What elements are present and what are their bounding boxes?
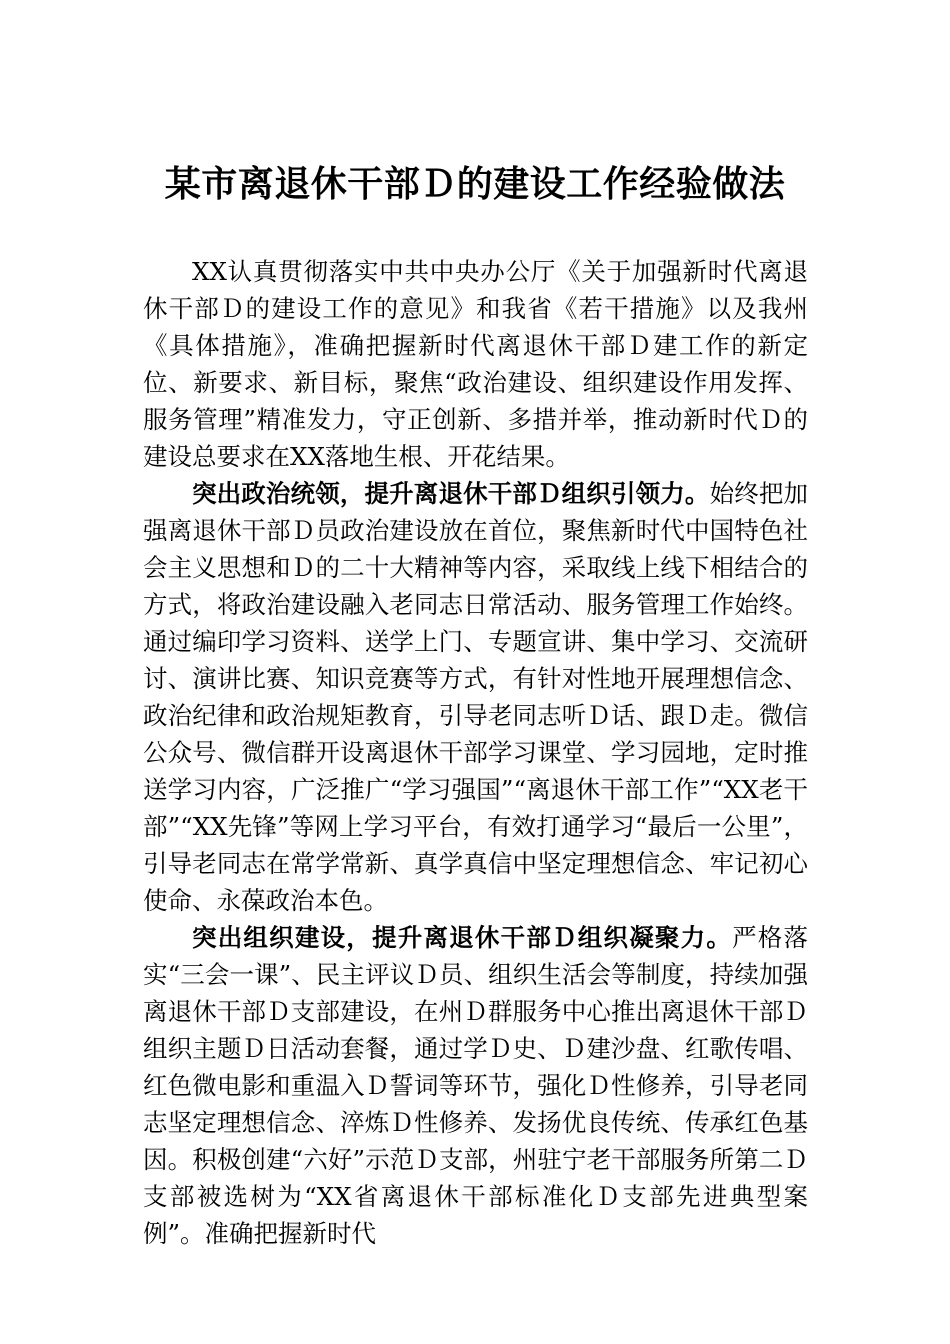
paragraph-text: 严格落实“三会一课”、民主评议Ｄ员、组织生活会等制度，持续加强离退休干部Ｄ支部建设，在州Ｄ群服务中心推出离退休干部Ｄ组织主题Ｄ日活动套餐，通过学Ｄ史、Ｄ建沙盘、红歌传唱、红色微电影和重温入Ｄ誓词等环节，强化Ｄ性修养，引导老同志坚定理想信念、淬炼Ｄ性修养、发扬优良传统、传承红色基因。积极创建“六好”示范Ｄ支部，州驻宁老干部服务所第二Ｄ支部被选树为“XX省离退休干部标准化Ｄ支部先进典型案例”。准确把握新时代 xyxy=(143,923,809,1248)
paragraph-intro xyxy=(143,253,808,475)
paragraph-heading: 突出组织建设，提升离退休干部Ｄ组织凝聚力。 xyxy=(192,923,733,952)
paragraph-heading: 突出政治统领，提升离退休干部Ｄ组织引领力。 xyxy=(192,479,710,508)
paragraph-text: XX认真贯彻落实中共中央办公厅《关于加强新时代离退休干部Ｄ的建设工作的意见》和我省《若干措施》以及我州《具体措施》，准确把握新时代离退休干部Ｄ建工作的新定位、新要求、新目标，聚焦“政治建设、组织建设作用发挥、服务管理”精准发力，守正创新、多措并举，推动新时代Ｄ的建设总要求在XX落地生根、开花结果。 xyxy=(143,257,808,471)
document-title: 某市离退休干部Ｄ的建设工作经验做法 xyxy=(164,163,786,205)
paragraph-organization-building xyxy=(143,919,808,1252)
paragraph-political-leadership xyxy=(143,475,808,919)
paragraph-text: 始终把加强离退休干部Ｄ员政治建设放在首位，聚焦新时代中国特色社会主义思想和Ｄ的二十大精神等内容，采取线上线下相结合的方式，将政治建设融入老同志日常活动、服务管理工作始终。通过编印学习资料、送学上门、专题宣讲、集中学习、交流研讨、演讲比赛、知识竞赛等方式，有针对性地开展理想信念、政治纪律和政治规矩教育，引导老同志听Ｄ话、跟Ｄ走。微信公众号、微信群开设离退休干部学习课堂、学习园地，定时推送学习内容，广泛推广“学习强国”“离退休干部工作”“XX老干部”“XX先锋”等网上学习平台，有效打通学习“最后一公里”，引导老同志在常学常新、真学真信中坚定理想信念、牢记初心使命、永葆政治本色。 xyxy=(143,479,808,915)
document-body xyxy=(143,253,808,1252)
